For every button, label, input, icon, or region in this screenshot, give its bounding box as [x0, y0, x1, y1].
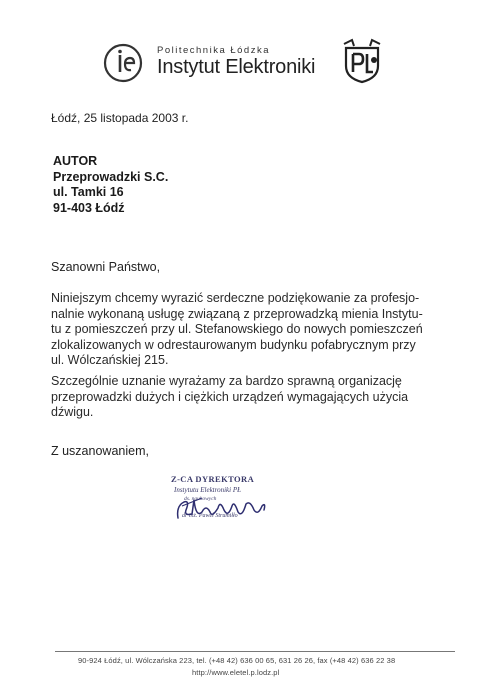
letter-date: Łódź, 25 listopada 2003 r. — [51, 111, 189, 125]
paragraph-line: Niniejszym chcemy wyrazić serdeczne podziękowanie za profesjo- — [51, 291, 420, 305]
recipient-line: AUTOR — [53, 154, 98, 168]
body-paragraph-1 — [51, 291, 471, 369]
recipient-address — [53, 154, 168, 216]
recipient-line: ul. Tamki 16 — [53, 185, 124, 199]
recipient-line: 91-403 Łódź — [53, 200, 125, 215]
handwritten-signature — [172, 488, 272, 524]
body-paragraph-2 — [51, 374, 471, 421]
institute-name: Instytut Elektroniki — [157, 56, 316, 78]
stamp-title: Z-CA DYREKTORA — [171, 474, 255, 484]
stamp-name: dr inż. Paweł Strumiłło — [182, 513, 238, 519]
stamp-role: ds. naukowych — [184, 496, 217, 502]
footer-address: 90-924 Łódź, ul. Wólczańska 223, tel. (+48 42) 636 00 65, 631 26 26, fax (+48 42) 636 22 38 — [78, 656, 396, 665]
paragraph-line: dźwigu. — [51, 405, 94, 419]
paragraph-line: przeprowadzki dużych i ciężkich urządzeń wymagających użycia — [51, 389, 409, 404]
institute-logo-icon — [103, 43, 143, 83]
university-crest-icon — [340, 38, 384, 84]
stamp-institute: Instytutu Elektroniki PŁ — [174, 486, 242, 494]
paragraph-line: Szczególnie uznanie wyrażamy za bardzo sprawną organizację — [51, 374, 402, 388]
paragraph-line: nalnie wykonaną usługę związaną z przeprowadzką mienia Instytu- — [51, 306, 423, 321]
letterhead — [157, 45, 342, 78]
salutation: Szanowni Państwo, — [51, 260, 161, 274]
closing: Z uszanowaniem, — [51, 444, 149, 458]
footer-divider — [55, 651, 455, 652]
university-name: Politechnika Łódzka — [157, 45, 270, 56]
paragraph-line: ul. Wólczańskiej 215. — [51, 353, 169, 367]
footer-website: http://www.eletel.p.lodz.pl — [192, 668, 280, 677]
recipient-line: Przeprowadzki S.C. — [53, 169, 169, 184]
paragraph-line: zlokalizowanych w odrestaurowanym budynku pofabrycznym przy — [51, 337, 416, 352]
paragraph-line: tu z pomieszczeń przy ul. Stefanowskiego do nowych pomieszczeń — [51, 322, 423, 336]
